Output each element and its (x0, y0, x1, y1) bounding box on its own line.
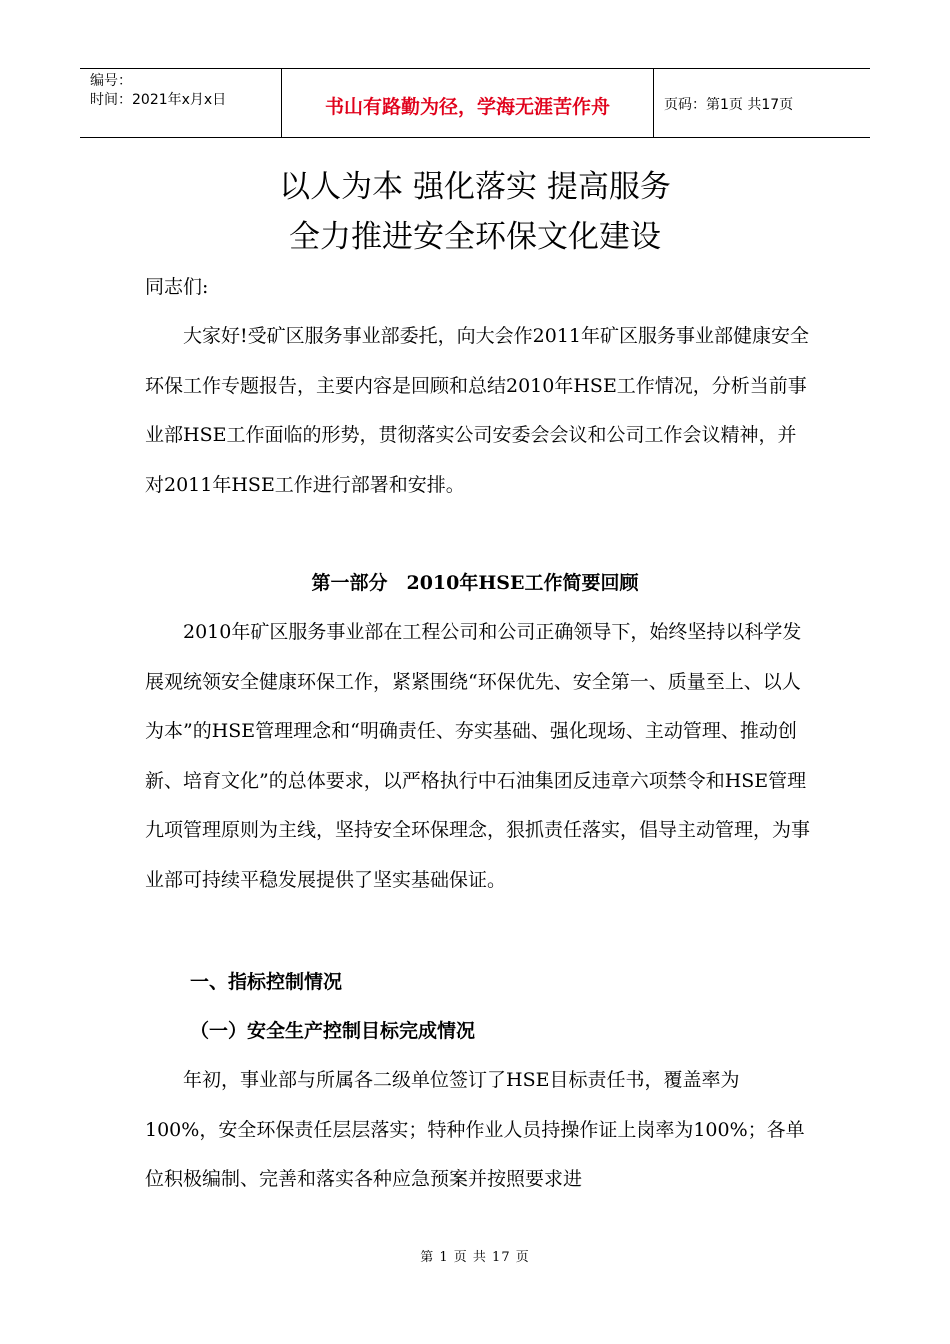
header-meta-cell (80, 69, 282, 137)
document-title-line-1: 以人为本 强化落实 提高服务 (279, 169, 671, 205)
heading-indicator-control: 一、指标控制情况 (190, 971, 343, 993)
document-number-label: 编号： (90, 73, 132, 89)
paragraph-intro: 大家好!受矿区服务事业部委托，向大会作2011年矿区服务事业部健康安全环保工作专题报告，主要内容是回顾和总结2010年HSE工作情况，分析当前事业部HSE工作面临的形势，贯彻落实公司安委会会议和公司工作会议精神，并对2011年HSE工作进行部署和安排。 (145, 325, 809, 496)
heading-safety-targets: （一）安全生产控制目标完成情况 (190, 1020, 476, 1042)
paragraph-targets: 年初，事业部与所属各二级单位签订了HSE目标责任书，覆盖率为100%，安全环保责任层层落实；特种作业人员持操作证上岗率为100%；各单位积极编制、完善和落实各种应急预案并按照要求进 (145, 1069, 805, 1190)
paragraph-review: 2010年矿区服务事业部在工程公司和公司正确领导下，始终坚持以科学发展观统领安全健康环保工作，紧紧围绕“环保优先、安全第一、质量至上、以人为本”的HSE管理理念和“明确责任、夯实基础、强化现场、主动管理、推动创新、培育文化”的总体要求，以严格执行中石油集团反违章六项禁令和HSE管理九项管理原则为主线，坚持安全环保理念，狠抓责任落实，倡导主动管理，为事业部可持续平稳发展提供了坚实基础保证。 (145, 621, 811, 891)
section-title: 第一部分 2010年HSE工作简要回顾 (311, 572, 639, 594)
salutation: 同志们: (145, 276, 209, 298)
header-table (80, 68, 870, 138)
header-motto: 书山有路勤为径，学海无涯苦作舟 (282, 69, 654, 137)
page-footer: 第 1 页 共 17 页 (420, 1250, 530, 1265)
header-page-info: 页码：第1页 共17页 (664, 97, 794, 113)
document-title-line-2: 全力推进安全环保文化建设 (289, 219, 661, 255)
document-time-label: 时间：2021年x月x日 (90, 92, 227, 108)
